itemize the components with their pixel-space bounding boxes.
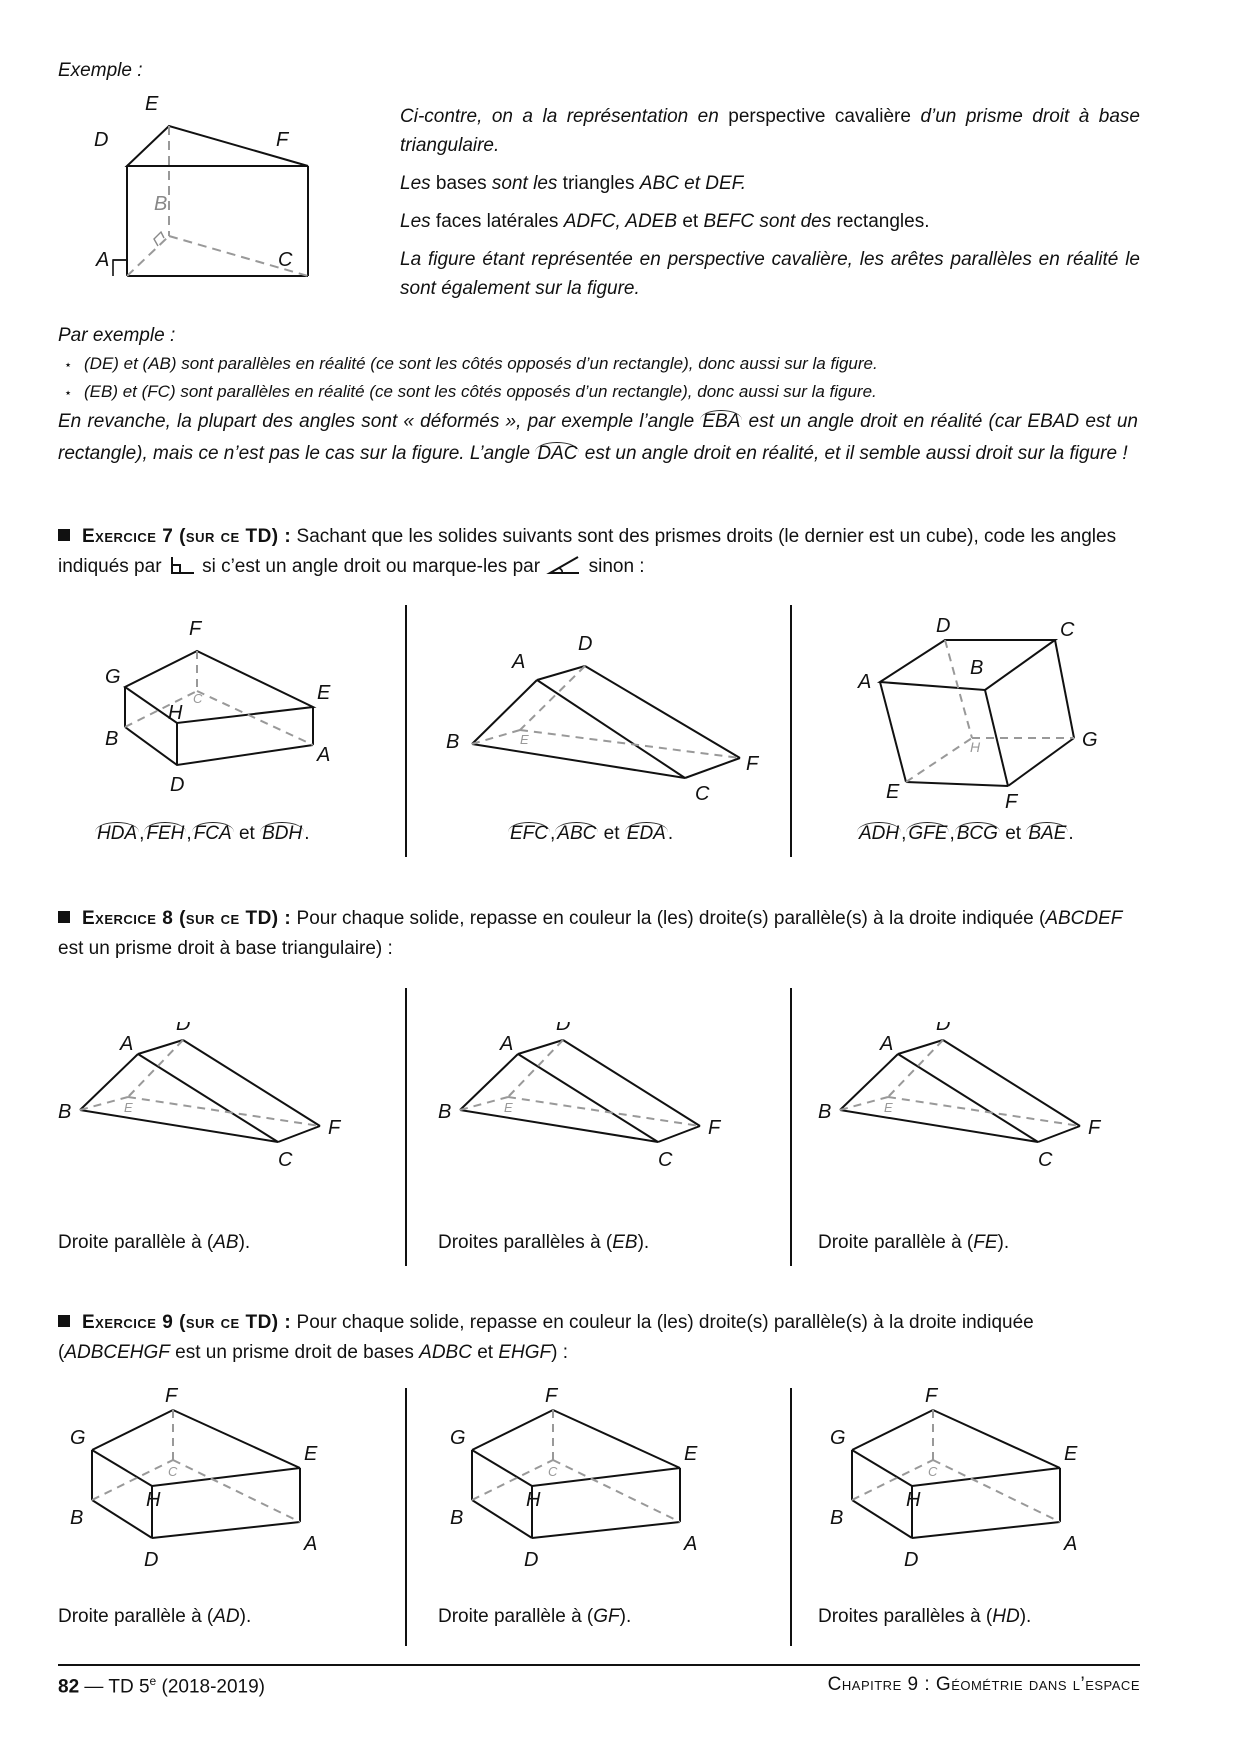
vertex-label: F <box>925 1388 938 1407</box>
vertex-label: H <box>526 1489 541 1511</box>
t: Les <box>400 173 431 194</box>
t: Les <box>400 211 431 232</box>
edge-CF <box>658 1126 700 1142</box>
fig-label: E <box>317 682 331 704</box>
t: (2018-2019) <box>156 1676 266 1698</box>
star-icon: ⋆ <box>64 357 73 372</box>
caption-separator: et <box>598 823 625 844</box>
vertex-label: G <box>450 1427 466 1449</box>
exercise-7-title: Exercice 7 (sur ce TD) : <box>82 526 292 547</box>
vertex-label: E <box>684 1443 698 1465</box>
par-exemple-paragraph <box>58 406 1138 470</box>
label-D: D <box>94 129 109 151</box>
ex8-figure-2-slot <box>438 1022 778 1207</box>
t: ADBC <box>419 1342 472 1363</box>
ex8-caption-2 <box>438 1232 649 1254</box>
vertex-label: A <box>880 1033 894 1055</box>
vertex-label: F <box>328 1117 341 1139</box>
angle-EBA: EBA <box>702 411 741 432</box>
edge-DA <box>532 1522 680 1538</box>
hidden-edge-BC <box>472 1460 553 1500</box>
vertex-label: C <box>278 1149 293 1171</box>
vertex-label: C <box>1038 1149 1053 1171</box>
right-angle-symbol-icon <box>167 554 197 576</box>
example-para-4: La figure étant représentée en perspective cavalière, les arêtes parallèles en réalité le sont également sur la figure. <box>400 249 1140 299</box>
angle-name: ADH <box>859 823 900 844</box>
t: ). <box>619 1606 632 1627</box>
t: Droite parallèle à ( <box>58 1606 214 1627</box>
bullet-1-text: (DE) et (AB) sont parallèles en réalité (ce sont les côtés opposés d’un rectangle), donc aussi sur la figure. <box>84 354 878 373</box>
angle-name: BCG <box>956 823 998 844</box>
t: et <box>678 173 706 194</box>
fig-label: D <box>936 615 951 637</box>
vertex-label: F <box>545 1388 558 1407</box>
ex9-figure-2-slot <box>450 1388 750 1598</box>
t: est un prisme droit à base triangulaire) : <box>58 938 393 959</box>
edge-BD <box>852 1500 912 1538</box>
vertex-label: A <box>684 1533 698 1555</box>
fig-label: E <box>520 732 529 747</box>
caption-separator: . <box>304 823 310 844</box>
vertex-label: F <box>165 1388 178 1407</box>
t: ADFC, ADEB <box>563 211 678 232</box>
label-B: B <box>154 193 168 215</box>
angle-DAC: DAC <box>537 443 578 464</box>
fig-label: C <box>193 691 203 706</box>
edge-GF <box>472 1410 553 1450</box>
edge-BC <box>460 1110 658 1142</box>
t: FE <box>973 1232 998 1253</box>
t: d’un prisme droit à base triangulaire. <box>400 106 1140 156</box>
divider <box>405 1388 407 1646</box>
edge-HG <box>92 1450 152 1486</box>
example-prism-figure <box>80 88 380 300</box>
caption-separator: , <box>139 823 145 844</box>
t: Droites parallèles à ( <box>438 1232 613 1253</box>
ex9-figure-1-slot <box>70 1388 370 1598</box>
ex8-figure <box>58 1022 398 1202</box>
edge-BD <box>472 1500 532 1538</box>
fig-label: G <box>105 666 121 688</box>
fig-label: B <box>105 728 119 750</box>
t: ). <box>997 1232 1010 1253</box>
divider <box>790 605 792 857</box>
ex9-figure <box>450 1388 750 1593</box>
t: faces latérales <box>430 211 564 232</box>
t: et <box>471 1342 499 1363</box>
ex8-caption-3 <box>818 1232 1009 1254</box>
vertex-label: E <box>884 1100 893 1115</box>
fig-label: E <box>886 781 900 803</box>
t: ). <box>238 1232 251 1253</box>
ex8-figure-1-slot <box>58 1022 398 1207</box>
edge-GF <box>92 1410 173 1450</box>
vertex-label: A <box>120 1033 134 1055</box>
caption-separator: , <box>550 823 556 844</box>
edge-AD <box>898 1040 943 1054</box>
footer-left <box>58 1674 265 1698</box>
hidden-edge-CA <box>553 1460 680 1522</box>
t: sont des <box>754 211 832 232</box>
fig-label: B <box>446 731 460 753</box>
t: ). <box>1019 1606 1032 1627</box>
t: AB <box>213 1232 239 1253</box>
vertex-label: C <box>658 1149 673 1171</box>
label-F: F <box>276 129 289 151</box>
label-A: A <box>96 249 110 271</box>
fig-label: D <box>578 633 593 655</box>
square-bullet-icon <box>58 1315 70 1327</box>
footer-rule <box>58 1664 1140 1666</box>
t: HD <box>992 1606 1020 1627</box>
caption-separator: . <box>667 823 674 844</box>
t: ADBCEHGF <box>64 1342 170 1363</box>
fig-label: A <box>858 671 872 693</box>
ex9-figure-3-slot <box>830 1388 1130 1598</box>
vertex-label: D <box>904 1549 919 1571</box>
vertex-label: D <box>936 1022 951 1035</box>
t: bases <box>430 173 492 194</box>
vertex-label: B <box>818 1101 832 1123</box>
fig-label: A <box>317 744 331 766</box>
exercise-8-title: Exercice 8 (sur ce TD) : <box>82 908 292 929</box>
vertex-label: A <box>1064 1533 1078 1555</box>
exercise-7-statement <box>58 522 1138 582</box>
edge-AD <box>138 1040 183 1054</box>
vertex-label: H <box>906 1489 921 1511</box>
t: EB <box>612 1232 638 1253</box>
fig-label: D <box>170 774 185 796</box>
exercise-9-title: Exercice 9 (sur ce TD) : <box>82 1312 292 1333</box>
example-text <box>400 102 1140 303</box>
edge-CF <box>1038 1126 1080 1142</box>
edge-GF <box>852 1410 933 1450</box>
t: ) : <box>551 1342 569 1363</box>
vertex-label: E <box>504 1100 513 1115</box>
ex7-figure-1 <box>95 615 355 805</box>
angle-name: HDA <box>97 823 138 844</box>
ex8-figure <box>818 1022 1158 1202</box>
vertex-label: D <box>144 1549 159 1571</box>
t: AD <box>213 1606 240 1627</box>
t: rectangles. <box>831 211 930 232</box>
t: — TD 5 <box>79 1676 150 1698</box>
ex9-figure <box>70 1388 370 1593</box>
ex8-figure-3-slot <box>818 1022 1158 1207</box>
vertex-label: B <box>70 1507 84 1529</box>
edge-DF <box>943 1040 1080 1126</box>
t: ABCDEF <box>1045 908 1123 929</box>
label-E: E <box>145 93 159 115</box>
t: est un angle droit en réalité (car EBAD est un rectangle), mais ce n’est pas le cas sur la figure. L’angle <box>58 411 1138 464</box>
edge-AC <box>518 1054 658 1142</box>
edge-DA <box>912 1522 1060 1538</box>
caption-separator: , <box>949 823 955 844</box>
t: Droites parallèles à ( <box>818 1606 993 1627</box>
t: est un angle droit en réalité, et il semble aussi droit sur la figure ! <box>579 443 1128 464</box>
t: DEF. <box>705 173 747 194</box>
ex7-figure-3 <box>850 612 1110 812</box>
vertex-label: E <box>1064 1443 1078 1465</box>
vertex-label: A <box>304 1533 318 1555</box>
vertex-label: D <box>524 1549 539 1571</box>
t: GF <box>593 1606 620 1627</box>
ex7-caption-2 <box>508 822 673 845</box>
t: ABC <box>639 173 679 194</box>
vertex-label: D <box>176 1022 191 1035</box>
vertex-label: C <box>168 1464 178 1479</box>
example-para-2 <box>400 169 1140 198</box>
angle-name: BDH <box>262 823 303 844</box>
t: En revanche, la plupart des angles sont « déformés », par exemple l’angle <box>58 411 701 432</box>
example-para-3 <box>400 207 1140 236</box>
ex7-caption-3 <box>857 822 1074 845</box>
ex9-caption-2 <box>438 1606 631 1628</box>
edge-CF <box>278 1126 320 1142</box>
angle-name: GFE <box>908 823 948 844</box>
caption-separator: , <box>186 823 192 844</box>
edge-AC <box>898 1054 1038 1142</box>
t: sont les <box>491 173 558 194</box>
divider <box>405 988 407 1266</box>
caption-separator: . <box>1068 823 1074 844</box>
exercise-9-statement <box>58 1308 1138 1368</box>
vertex-label: F <box>1088 1117 1101 1139</box>
t: Droite parallèle à ( <box>58 1232 214 1253</box>
angle-name: FCA <box>193 823 232 844</box>
caption-separator: , <box>901 823 907 844</box>
edge-BC <box>840 1110 1038 1142</box>
square-bullet-icon <box>58 529 70 541</box>
exercise-8-statement <box>58 904 1138 964</box>
hidden-edge-CA <box>933 1460 1060 1522</box>
hidden-edge-CA <box>173 1460 300 1522</box>
t: et <box>677 211 704 232</box>
vertex-label: B <box>830 1507 844 1529</box>
t: Droite parallèle à ( <box>818 1232 974 1253</box>
edge-AD <box>518 1040 563 1054</box>
edge-HG <box>852 1450 912 1486</box>
vertex-label: C <box>548 1464 558 1479</box>
angle-name: BAE <box>1028 823 1067 844</box>
vertex-label: E <box>124 1100 133 1115</box>
fig-label: G <box>1082 729 1098 751</box>
hidden-edge-BC <box>92 1460 173 1500</box>
vertex-label: A <box>500 1033 514 1055</box>
t: EHGF <box>498 1342 552 1363</box>
angle-name: FEH <box>146 823 185 844</box>
t: perspective cavalière <box>718 106 921 127</box>
example-heading: Exemple : <box>58 60 143 81</box>
star-icon: ⋆ <box>64 385 73 400</box>
fig-label: H <box>168 702 183 724</box>
edge-FE <box>933 1410 1060 1468</box>
edge-FE <box>173 1410 300 1468</box>
t: sinon : <box>583 556 645 577</box>
divider <box>790 1388 792 1646</box>
vertex-label: C <box>928 1464 938 1479</box>
fig-label: F <box>1005 791 1018 812</box>
t: Sachant que les solides suivants sont des prismes droits (le dernier est un cube), code les angles indiqués par <box>58 526 1117 577</box>
bullet-2 <box>58 378 1138 406</box>
label-C: C <box>278 249 293 271</box>
vertex-label: G <box>70 1427 86 1449</box>
fig-label: A <box>512 651 526 673</box>
vertex-label: B <box>438 1101 452 1123</box>
vertex-label: E <box>304 1443 318 1465</box>
angle-name: ABC <box>557 823 597 844</box>
divider <box>790 988 792 1266</box>
footer-chapter: Chapitre 9 : Géométrie dans l’espace <box>827 1674 1140 1695</box>
par-exemple-heading: Par exemple : <box>58 325 176 346</box>
ex9-caption-3 <box>818 1606 1031 1628</box>
edge-FE <box>553 1410 680 1468</box>
fig-label: H <box>970 739 981 755</box>
vertex-label: B <box>58 1101 72 1123</box>
example-para-1 <box>400 102 1140 160</box>
t: si c’est un angle droit ou marque-les par <box>196 556 546 577</box>
bullet-2-text: (EB) et (FC) sont parallèles en réalité (ce sont les côtés opposés d’un rectangle), donc aussi sur la figure. <box>84 382 877 401</box>
fig-label: F <box>189 618 202 640</box>
t: est un prisme droit de bases <box>169 1342 420 1363</box>
square-bullet-icon <box>58 911 70 923</box>
t: e <box>149 1674 157 1688</box>
vertex-label: D <box>556 1022 571 1035</box>
ex9-caption-1 <box>58 1606 251 1628</box>
fig-label: B <box>970 657 984 679</box>
edge-DF <box>183 1040 320 1126</box>
ex8-caption-1 <box>58 1232 250 1254</box>
hidden-edge-BC <box>852 1460 933 1500</box>
edge-BC <box>80 1110 278 1142</box>
divider <box>405 605 407 857</box>
t: ). <box>637 1232 650 1253</box>
caption-separator: et <box>999 823 1027 844</box>
ex7-caption-1 <box>95 822 310 845</box>
fig-label: C <box>695 783 710 805</box>
vertex-label: H <box>146 1489 161 1511</box>
t: en <box>697 106 719 127</box>
edge-DA <box>152 1522 300 1538</box>
edge-BD <box>92 1500 152 1538</box>
fig-label: F <box>746 753 759 775</box>
par-exemple-block <box>58 322 1138 470</box>
edge-DF <box>563 1040 700 1126</box>
t: ). <box>239 1606 252 1627</box>
t: Pour chaque solide, repasse en couleur la (les) droite(s) parallèle(s) à la droite indiquée ( <box>58 1312 1034 1363</box>
angle-name: EFC <box>510 823 548 844</box>
edge-AC <box>138 1054 278 1142</box>
ex8-figure <box>438 1022 778 1202</box>
angle-name: EDA <box>626 823 666 844</box>
ex9-figure <box>830 1388 1130 1593</box>
t: Pour chaque solide, repasse en couleur la (les) droite(s) parallèle(s) à la droite indiquée ( <box>291 908 1046 929</box>
t: triangles <box>557 173 640 194</box>
t: Droite parallèle à ( <box>438 1606 594 1627</box>
bullet-1 <box>58 350 1138 378</box>
vertex-label: B <box>450 1507 464 1529</box>
vertex-label: F <box>708 1117 721 1139</box>
t: BEFC <box>703 211 755 232</box>
ex7-figure-2 <box>440 630 760 810</box>
caption-separator: et <box>233 823 261 844</box>
edge-HG <box>472 1450 532 1486</box>
vertex-label: G <box>830 1427 846 1449</box>
page-number: 82 <box>58 1676 80 1698</box>
angle-mark-symbol-icon <box>545 554 583 576</box>
fig-label: C <box>1060 619 1075 641</box>
t: Ci-contre, on a la représentation <box>400 106 698 127</box>
